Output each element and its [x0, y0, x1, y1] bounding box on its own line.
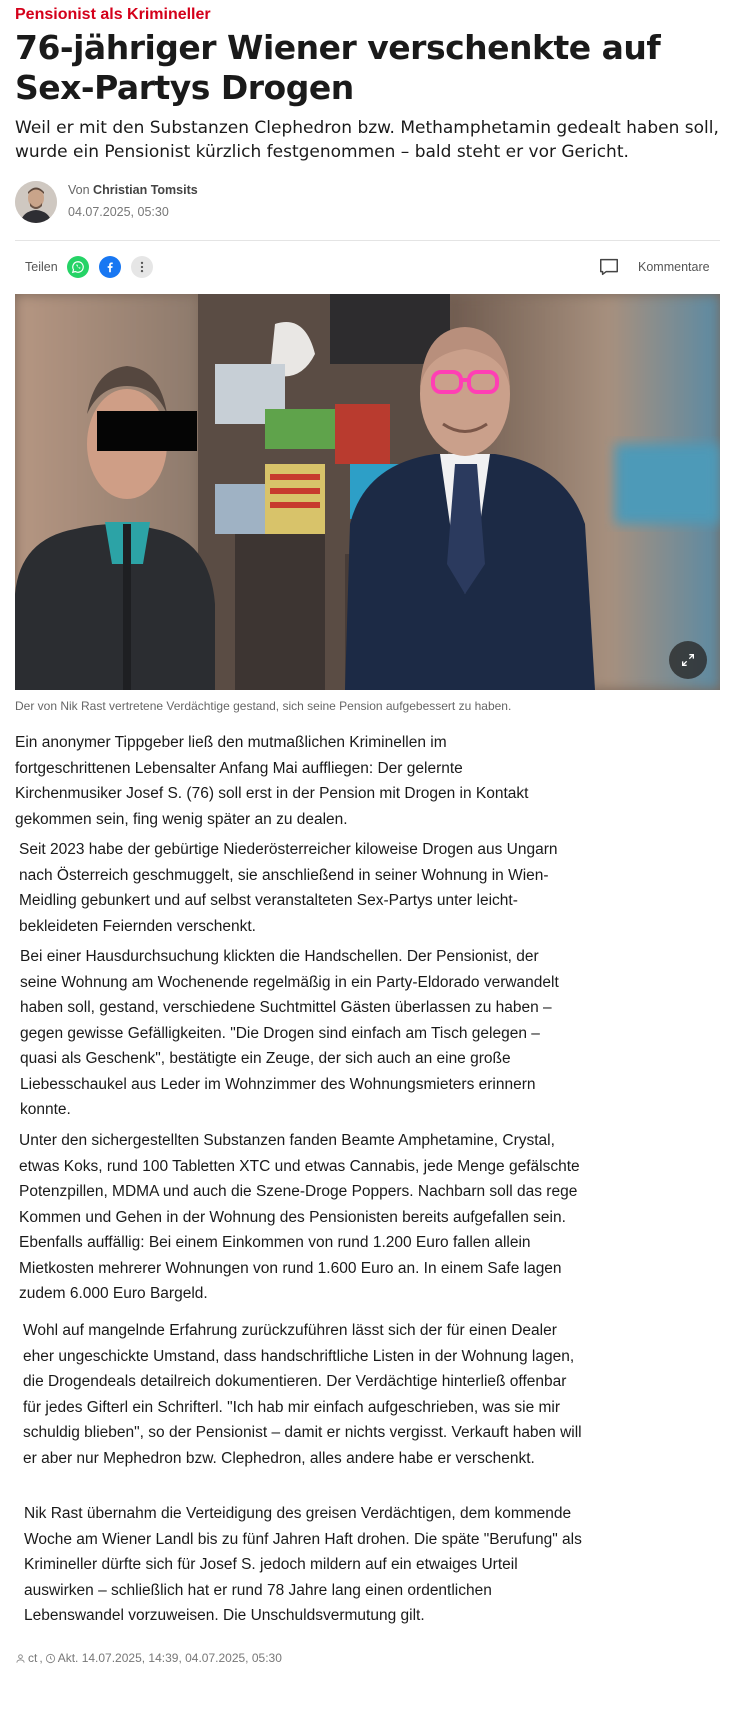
- footer-separator: ,: [39, 1651, 43, 1665]
- body-paragraph: Ein anonymer Tippgeber ließ den mutmaßlichen Kriminellen im fortgeschrittenen Lebensalter Anfang Mai auffliegen: Der gelernte Kirchenmusiker Josef S. (76) soll erst in der Pension mit Drogen in Kontakt gekommen sein, fing wenig später an zu dealen.: [15, 734, 529, 828]
- article-kicker: Pensionist als Krimineller: [15, 6, 211, 23]
- expand-image-button[interactable]: [669, 641, 707, 679]
- body-paragraph: Seit 2023 habe der gebürtige Niederösterreicher kiloweise Drogen aus Ungarn nach Österreich geschmuggelt, sie anschließend in seiner Wohnung in Wien-Meidling gebunkert und auf selbst veranstalteten Sex-Partys unter leicht-bekleideten Feiernden verschenkt.: [19, 841, 558, 935]
- share-label: Teilen: [25, 260, 58, 274]
- comment-icon: [598, 256, 620, 278]
- person-icon: [15, 1653, 26, 1664]
- author-photo: [15, 181, 57, 223]
- comments-link[interactable]: Kommentare: [638, 260, 710, 274]
- more-share-button[interactable]: [131, 256, 153, 278]
- article-photo: [15, 294, 720, 690]
- body-paragraph: Unter den sichergestellten Substanzen fanden Beamte Amphetamine, Crystal, etwas Koks, rund 100 Tabletten XTC und etwas Cannabis, jede Menge gefälschte Potenzpillen, MDMA und auch die Szene-Droge Poppers. Nachbarn soll das rege Kommen und Gehen in der Wohnung des Pensionisten bereits aufgefallen sein. Ebenfalls auffällig: Bei einem Einkommen von rund 1.200 Euro fallen allein Mietkosten mehrerer Wohnungen von rund 1.600 Euro an. In einem Safe lagen zudem 6.000 Euro Bargeld.: [19, 1132, 580, 1302]
- facebook-share-button[interactable]: [99, 256, 121, 278]
- image-caption: Der von Nik Rast vertretene Verdächtige gestand, sich seine Pension aufgebessert zu haben.: [15, 699, 512, 713]
- article-lead: Weil er mit den Substanzen Clephedron bzw. Methamphetamin gedealt haben soll, wurde ein Pensionist kürzlich festgenommen – bald steht er vor Gericht.: [15, 118, 719, 162]
- author-prefix: Von: [68, 183, 90, 197]
- footer-updated: Akt. 14.07.2025, 14:39, 04.07.2025, 05:30: [57, 1651, 282, 1665]
- comments-button[interactable]: [598, 256, 620, 278]
- facebook-icon: [103, 260, 117, 274]
- footer-author: ct: [28, 1651, 38, 1665]
- expand-icon: [680, 652, 696, 668]
- body-paragraph: Nik Rast übernahm die Verteidigung des greisen Verdächtigen, dem kommende Woche am Wiener Landl bis zu fünf Jahren Haft drohen. Die späte "Berufung" als Krimineller dürfte sich für Josef S. jedoch mildern auf ein etwaiges Urteil auswirken – schließlich hat er rund 78 Jahre lang einen ordentlichen Lebenswandel vorzuweisen. Die Unschuldsvermutung gilt.: [24, 1505, 582, 1624]
- clock-icon: [45, 1653, 56, 1664]
- hero-image[interactable]: [15, 294, 720, 690]
- author-name[interactable]: Christian Tomsits: [93, 183, 198, 197]
- publish-date: 04.07.2025, 05:30: [68, 205, 169, 219]
- more-icon: [135, 260, 149, 274]
- author-avatar[interactable]: [15, 181, 57, 223]
- author-byline: [68, 183, 198, 197]
- body-paragraph: Bei einer Hausdurchsuchung klickten die Handschellen. Der Pensionist, der seine Wohnung am Wochenende regelmäßig in ein Party-Eldorado verwandelt haben soll, gestand, verschiedene Suchtmittel Gästen überlassen zu haben – gegen gewisse Gefälligkeiten. "Die Drogen sind einfach am Tisch gelegen – quasi als Geschenk", bestätigte ein Zeuge, der sich auch an eine große Liebesschaukel aus Leder im Wohnzimmer des Wohnungsmieters erinnern konnte.: [20, 948, 559, 1118]
- whatsapp-share-button[interactable]: [67, 256, 89, 278]
- divider: [15, 240, 720, 241]
- whatsapp-icon: [71, 260, 85, 274]
- article-footer-meta: [15, 1651, 282, 1665]
- article-headline: 76-jähriger Wiener verschenkte auf Sex-Partys Drogen: [15, 28, 661, 107]
- body-paragraph: Wohl auf mangelnde Erfahrung zurückzuführen lässt sich der für einen Dealer eher ungeschickte Umstand, dass handschriftliche Listen in der Wohnung lagen, die Drogendeals detailreich dokumentieren. Der Verdächtige hinterließ offenbar für jedes Gifterl ein Schrifterl. "Ich hab mir einfach aufgeschrieben, was sie mir schuldig blieben", so der Pensionist – damit er nichts vergisst. Verkauft haben will er aber nur Mephedron bzw. Clephedron, alles andere habe er verschenkt.: [23, 1322, 582, 1467]
